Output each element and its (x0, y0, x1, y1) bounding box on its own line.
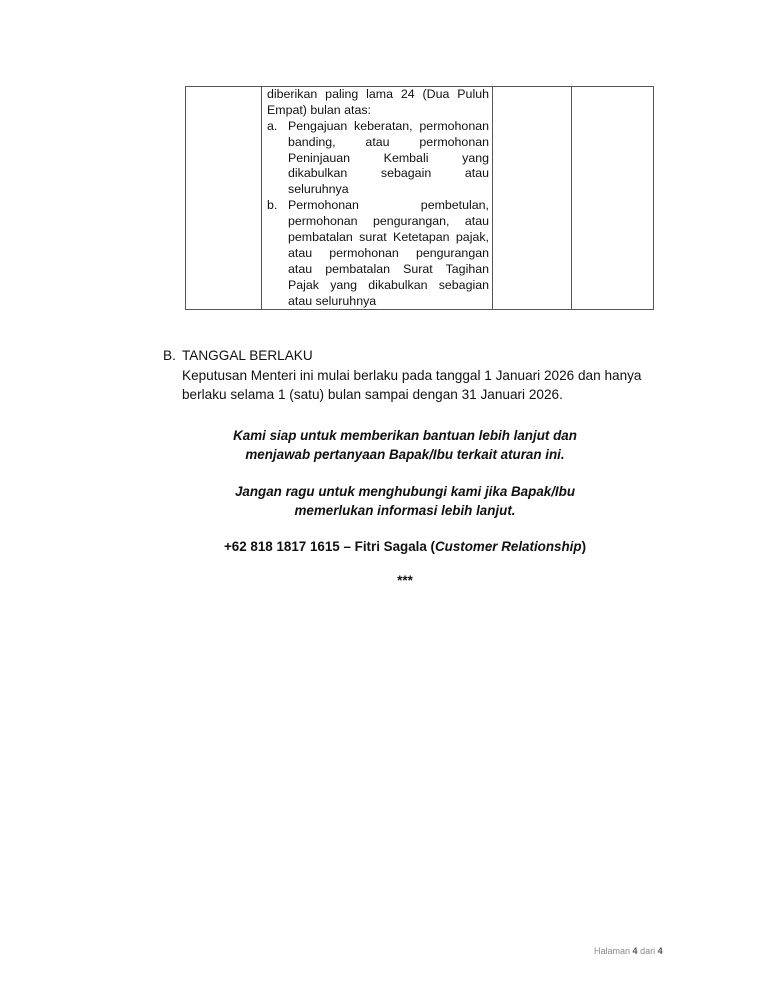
list-item-b (267, 198, 489, 309)
table-cell-empty (572, 87, 654, 310)
table-cell-content (262, 87, 493, 310)
regulation-table (185, 86, 654, 310)
contact-line (0, 537, 773, 556)
text-line: atau seluruhnya (288, 293, 377, 308)
footer-sep: dari (640, 946, 656, 956)
text-line: Kami siap untuk memberikan bantuan lebih lanjut dan (233, 428, 577, 443)
list-marker: b. (267, 198, 278, 213)
text-line: banding, atau permohonan (288, 134, 489, 149)
text-line: Pajak yang dikabulkan sebagian (288, 277, 489, 292)
text-line: Permohonan pembetulan, (288, 198, 489, 213)
text-line: Jangan ragu untuk menghubungi kami jika Bapak/Ibu (234, 484, 576, 499)
text-line: seluruhnya (288, 182, 349, 197)
text-line: menjawab pertanyaan Bapak/Ibu terkait aturan ini. (245, 447, 565, 462)
text-line: atau permohonan pengurangan (288, 245, 489, 260)
list-marker: a. (267, 118, 278, 133)
text-line: dikabulkan sebagain atau (288, 166, 489, 181)
table-cell-empty (186, 87, 262, 310)
text-line: diberikan paling lama 24 (Dua Puluh (267, 87, 489, 101)
section-body: Keputusan Menteri ini mulai berlaku pada tanggal 1 Januari 2026 dan hanya berlaku selama 1 (satu) bulan sampai dengan 31 Januari 2026. (182, 367, 642, 402)
contact-role: Customer Relationship (435, 539, 582, 554)
text-line: pembatalan surat Ketetapan pajak, (288, 230, 489, 245)
list-item-a (267, 119, 489, 198)
contact-phone-name: +62 818 1817 1615 – Fitri Sagala ( (223, 539, 435, 554)
text-line: atau pembatalan Surat Tagihan (288, 261, 489, 276)
contact-end: ) (581, 539, 587, 554)
text-line: Pengajuan keberatan, permohonan (288, 118, 489, 133)
table-cell-empty (493, 87, 572, 310)
section-title: TANGGAL BERLAKU (182, 348, 313, 363)
page-footer (594, 946, 663, 956)
footer-label: Halaman (594, 946, 631, 956)
text-line: Peninjauan Kembali yang (288, 150, 489, 165)
page-total: 4 (657, 946, 663, 956)
section-b (163, 346, 662, 405)
text-line: memerlukan informasi lebih lanjut. (294, 503, 516, 518)
closing-paragraph-1 (0, 426, 773, 464)
text-line: Empat) bulan atas: (267, 102, 372, 117)
page-number: 4 (632, 946, 638, 956)
end-marker: *** (397, 573, 413, 588)
text-line: permohonan pengurangan, atau (288, 214, 489, 229)
section-marker: B. (163, 348, 176, 363)
closing-paragraph-2 (0, 482, 773, 520)
